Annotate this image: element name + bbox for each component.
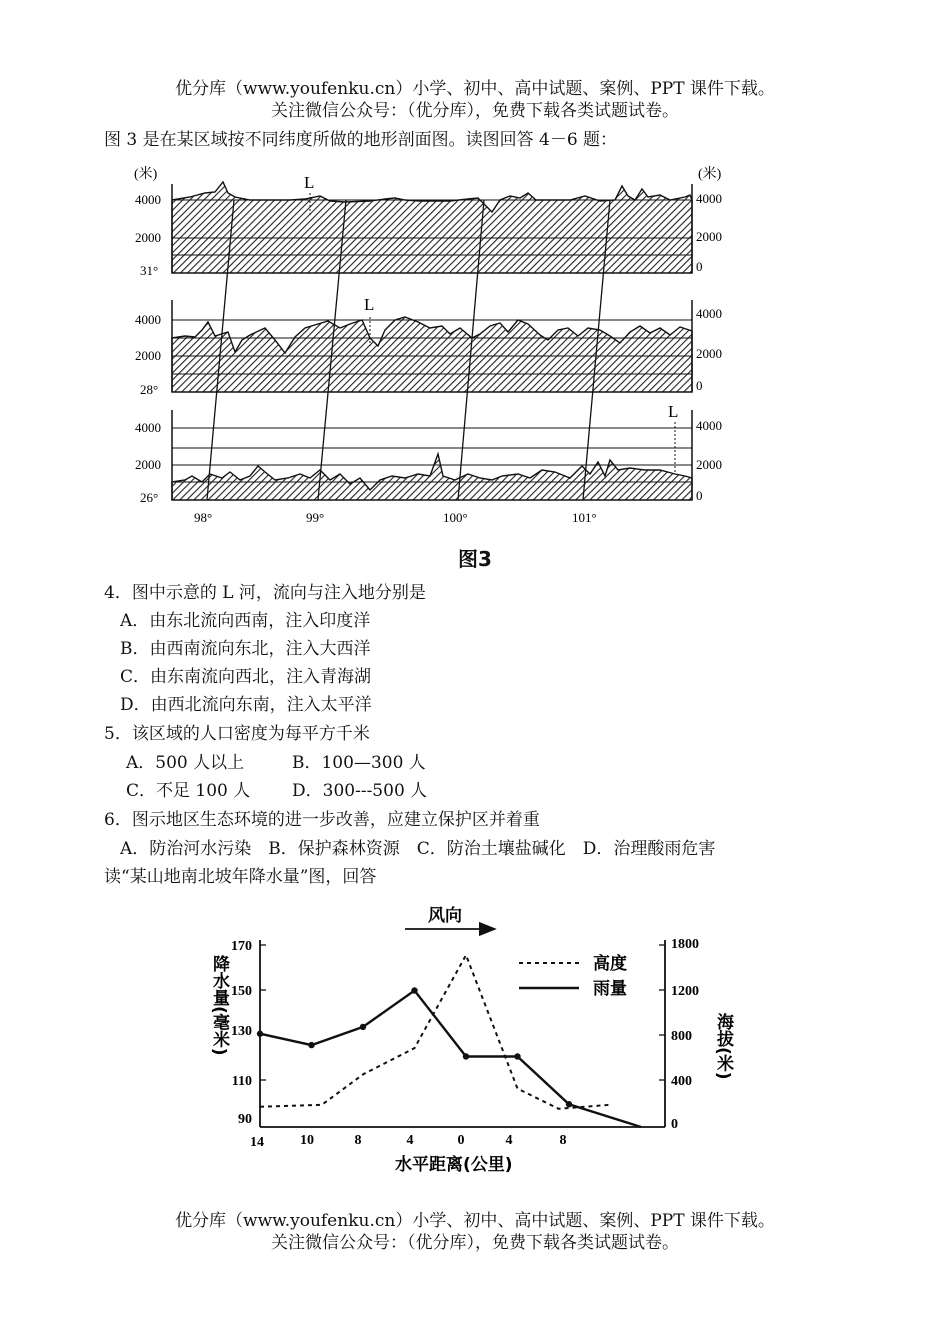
question-6-options: A．防治河水污染 B．保护森林资源 C．防治土壤盐碱化 D．治理酸雨危害	[120, 839, 716, 859]
tick-left-4000: 4000	[135, 192, 161, 207]
rain-data-point	[308, 1042, 314, 1048]
y-right-tick-1200: 1200	[671, 984, 699, 999]
y-right-label: 海拔(米)	[713, 1013, 733, 1080]
footer-line-1: 优分库（www.youfenku.cn）小学、初中、高中试题、案例、PPT 课件下载。	[175, 1211, 775, 1231]
height-series-line	[260, 955, 610, 1109]
rain-data-point	[463, 1053, 469, 1059]
y-left-tick-130: 130	[231, 1024, 252, 1039]
longitude-100: 100°	[443, 510, 468, 525]
unit-left: (米)	[134, 167, 158, 182]
tick-left-2000: 2000	[135, 230, 161, 245]
profile-panel-31	[135, 173, 722, 278]
rain-data-point	[514, 1053, 520, 1059]
river-label-28: L	[364, 295, 375, 314]
latitude-label: 26°	[140, 490, 159, 505]
tick-right-4000: 4000	[696, 418, 722, 433]
tick-left-2000: 2000	[135, 348, 161, 363]
legend-height-label: 高度	[593, 954, 627, 974]
rain-data-point	[360, 1024, 366, 1030]
x-tick-8b: 8	[559, 1133, 567, 1148]
x-axis-label: 水平距离(公里)	[395, 1155, 513, 1175]
y-left-label: 降水量(毫米)	[209, 955, 229, 1056]
latitude-label: 31°	[140, 263, 159, 278]
question-5-stem: 5．该区域的人口密度为每平方千米	[104, 724, 370, 744]
x-tick-14: 14	[250, 1135, 264, 1150]
x-tick-4a: 4	[406, 1133, 414, 1148]
x-tick-8: 8	[354, 1133, 362, 1148]
y-left-tick-150: 150	[231, 984, 252, 999]
latitude-label: 28°	[140, 382, 159, 397]
tick-right-2000: 2000	[696, 346, 722, 361]
rain-data-point	[257, 1031, 263, 1037]
y-right-tick-800: 800	[671, 1029, 692, 1044]
tick-right-2000: 2000	[696, 229, 722, 244]
y-right-tick-1800: 1800	[671, 937, 699, 952]
question-4-option-b: B．由西南流向东北，注入大西洋	[120, 639, 371, 659]
intro-text: 图 3 是在某区域按不同纬度所做的地形剖面图。读图回答 4－6 题：	[104, 130, 618, 150]
longitude-98: 98°	[194, 510, 213, 525]
tick-right-4000: 4000	[696, 191, 722, 206]
rain-data-point	[566, 1101, 572, 1107]
question-5-option-c: C．不足 100 人	[126, 781, 251, 801]
legend-rain-label: 雨量	[593, 979, 627, 999]
header-line-1: 优分库（www.youfenku.cn）小学、初中、高中试题、案例、PPT 课件下载。	[175, 79, 775, 99]
tick-right-0: 0	[696, 378, 703, 393]
longitude-99: 99°	[306, 510, 325, 525]
x-tick-0: 0	[457, 1133, 465, 1148]
x-tick-4b: 4	[505, 1133, 513, 1148]
longitude-101: 101°	[572, 510, 597, 525]
header-line-2: 关注微信公众号：（优分库），免费下载各类试题试卷。	[271, 101, 679, 121]
footer-line-2: 关注微信公众号：（优分库），免费下载各类试题试卷。	[271, 1233, 679, 1253]
precipitation-chart	[195, 895, 755, 1180]
question-5-option-a: A．500 人以上	[126, 753, 245, 773]
question-4-option-c: C．由东南流向西北，注入青海湖	[120, 667, 372, 687]
profile-panel-28	[135, 295, 722, 397]
y-left-tick-90: 90	[238, 1112, 252, 1127]
question-5-option-b: B．100—300 人	[292, 753, 426, 773]
tick-right-4000: 4000	[696, 306, 722, 321]
y-left-tick-110: 110	[231, 1074, 252, 1089]
chart-prompt: 读“某山地南北坡年降水量”图，回答	[104, 867, 377, 887]
tick-right-0: 0	[696, 488, 703, 503]
y-right-tick-0: 0	[671, 1117, 678, 1132]
tick-left-4000: 4000	[135, 312, 161, 327]
figure-caption: 图3	[458, 547, 492, 571]
tick-right-2000: 2000	[696, 457, 722, 472]
river-label-26: L	[668, 402, 679, 421]
tick-left-2000: 2000	[135, 457, 161, 472]
x-tick-10: 10	[300, 1133, 314, 1148]
question-5-option-d: D．300---500 人	[292, 781, 428, 801]
terrain-profile-figure	[130, 160, 730, 530]
river-label-31: L	[304, 173, 315, 192]
tick-right-0: 0	[696, 259, 703, 274]
question-6-stem: 6．图示地区生态环境的进一步改善，应建立保护区并着重	[104, 810, 540, 830]
question-4-stem: 4．图中示意的 L 河，流向与注入地分别是	[104, 583, 426, 603]
wind-direction-title: 风向	[428, 906, 462, 926]
profile-panel-26	[135, 402, 722, 505]
tick-left-4000: 4000	[135, 420, 161, 435]
y-right-tick-400: 400	[671, 1074, 692, 1089]
question-4-option-d: D．由西北流向东南，注入太平洋	[120, 695, 372, 715]
rain-data-point	[411, 987, 417, 993]
unit-right: (米)	[698, 167, 722, 182]
question-4-option-a: A．由东北流向西南，注入印度洋	[120, 611, 371, 631]
y-left-tick-170: 170	[231, 939, 252, 954]
